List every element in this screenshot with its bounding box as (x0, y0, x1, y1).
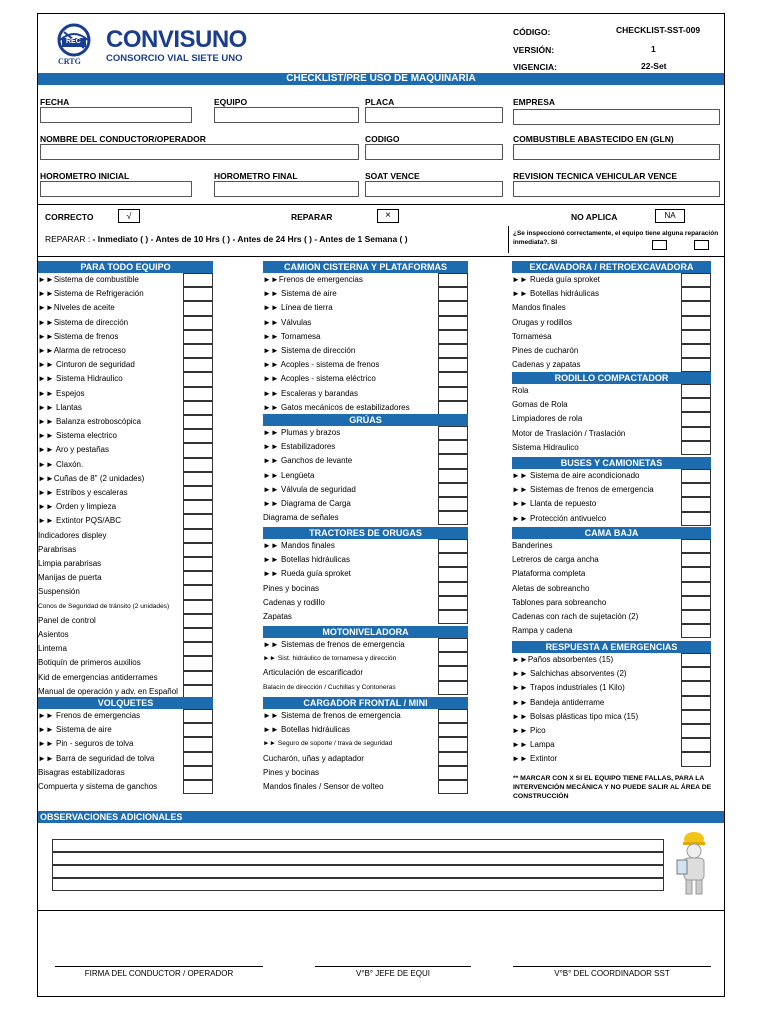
checklist-item: ►► Frenos de emergencias (38, 711, 141, 720)
question-no-box[interactable] (694, 240, 709, 250)
checklist-item: Cadenas y rodillo (263, 597, 325, 607)
checklist-check-box[interactable] (438, 709, 468, 723)
checklist-item: ►► Sistemas de frenos de emergencia (512, 485, 654, 495)
checklist-check-box[interactable] (183, 656, 213, 670)
checklist-check-box[interactable] (681, 483, 711, 497)
worker-illustration (674, 830, 714, 896)
checklist-check-box[interactable] (438, 401, 468, 415)
checklist-item: Panel de control (38, 615, 96, 625)
divider (38, 256, 724, 257)
checklist-check-box[interactable] (681, 273, 711, 287)
checklist-item: ►► Tornamesa (263, 331, 321, 341)
section-title: GRÚAS (263, 414, 468, 426)
combustible-input[interactable] (513, 144, 720, 160)
checklist-check-box[interactable] (183, 358, 213, 372)
checklist-check-box[interactable] (183, 737, 213, 751)
codigo-field-label: CODIGO (365, 134, 400, 144)
checklist-item: ►► Trapos industriales (1 Kilo) (512, 683, 625, 693)
checklist-item: ►► Rueda guía sproket (512, 275, 600, 284)
checklist-check-box[interactable] (681, 553, 711, 567)
placa-input[interactable] (365, 107, 503, 123)
checklist-check-box[interactable] (681, 610, 711, 624)
section-title: CARGADOR FRONTAL / MINI (263, 697, 468, 709)
checklist-check-box[interactable] (681, 441, 711, 455)
checklist-check-box[interactable] (183, 780, 213, 794)
checklist-item: Manijas de puerta (38, 573, 102, 583)
worker-icon (674, 830, 714, 896)
checklist-check-box[interactable] (438, 273, 468, 287)
revision-label: REVISION TECNICA VEHICULAR VENCE (513, 171, 678, 181)
checklist-item: ►► Protección antivuelco (512, 513, 607, 523)
checklist-check-box[interactable] (438, 652, 468, 666)
checklist-item: ►► Botellas hidráulicas (263, 555, 350, 565)
soat-input[interactable] (365, 181, 503, 197)
checklist-item: ►►Sistema de combustible (38, 275, 139, 284)
checklist-item: Compuerta y sistema de ganchos (38, 782, 158, 791)
checklist-item: Banderines (512, 541, 553, 550)
horometro-inicial-input[interactable] (40, 181, 192, 197)
section-title: EXCAVADORA / RETROEXCAVADORA (512, 261, 711, 273)
section-title: RODILLO COMPACTADOR (512, 372, 711, 384)
checklist-check-box[interactable] (681, 287, 711, 301)
checklist-item: ►► Línea de tierra (263, 303, 333, 313)
checklist-check-box[interactable] (681, 316, 711, 330)
checklist-check-box[interactable] (438, 387, 468, 401)
checklist-item: ►► Llantas (38, 402, 82, 412)
checklist-item: Pines y bocinas (263, 767, 320, 777)
checklist-item: ►► Rueda guía sproket (263, 569, 351, 579)
checklist-check-box[interactable] (183, 642, 213, 656)
checklist-item: Conos de Seguridad de tránsito (2 unidades) (38, 602, 170, 610)
checklist-check-box[interactable] (438, 344, 468, 358)
section-title: TRACTORES DE ORUGAS (263, 527, 468, 539)
checklist-item: Pines y bocinas (263, 583, 320, 593)
checklist-check-box[interactable] (438, 511, 468, 525)
fecha-input[interactable] (40, 107, 192, 123)
observaciones-line-3[interactable] (52, 865, 664, 878)
checklist-check-box[interactable] (438, 553, 468, 567)
codigo-label: CÓDIGO: (513, 27, 551, 37)
checklist-check-box[interactable] (438, 780, 468, 794)
checklist-item: Indicadores displey (38, 530, 107, 540)
vigencia-label: VIGENCIA: (513, 62, 557, 72)
checklist-check-box[interactable] (681, 469, 711, 483)
checklist-item: ►► Sistema de aire (38, 725, 112, 735)
observaciones-line-4[interactable] (52, 878, 664, 891)
checklist-item: ►►Paños absorbentes (15) (512, 655, 614, 664)
checklist-item: ►► Sistema de dirección (263, 346, 356, 355)
checklist-check-box[interactable] (438, 469, 468, 483)
checklist-item: ►► Sistema electrico (38, 431, 117, 441)
checklist-check-box[interactable] (183, 709, 213, 723)
checklist-item: ►► Acoples - sistema eléctrico (263, 374, 376, 384)
checklist-item: ►► Sistema Hidraulico (38, 374, 123, 384)
checklist-check-box[interactable] (681, 724, 711, 738)
observaciones-title: OBSERVACIONES ADICIONALES (38, 811, 724, 823)
checklist-item: Rampa y cadena (512, 626, 573, 636)
section-title: CAMA BAJA (512, 527, 711, 539)
checklist-item: ►► Ganchos de levante (263, 456, 353, 466)
checklist-check-box[interactable] (183, 301, 213, 315)
observaciones-line-2[interactable] (52, 852, 664, 865)
checklist-check-box[interactable] (681, 667, 711, 681)
checklist-check-box[interactable] (681, 596, 711, 610)
reparar-prefix: REPARAR : (45, 234, 93, 244)
checklist-item: ►► Sist. hidráulico de tornamesa y dirección (263, 655, 397, 663)
brand-name: CONVISUNO (106, 26, 247, 53)
checklist-check-box[interactable] (438, 372, 468, 386)
checklist-check-box[interactable] (681, 653, 711, 667)
checklist-check-box[interactable] (681, 738, 711, 752)
signature-line-3 (513, 966, 711, 967)
checklist-item: ►► Cinturon de seguridad (38, 360, 135, 370)
checklist-check-box[interactable] (183, 287, 213, 301)
divider (38, 910, 724, 911)
checklist-check-box[interactable] (183, 723, 213, 737)
checklist-check-box[interactable] (681, 358, 711, 372)
page-title: CHECKLIST/PRE USO DE MAQUINARÍA (38, 73, 724, 85)
checklist-item: ►► Barra de seguridad de tolva (38, 753, 155, 763)
checklist-check-box[interactable] (438, 638, 468, 652)
checklist-item: Asientos (38, 630, 69, 639)
checklist-check-box[interactable] (681, 624, 711, 638)
version-label: VERSIÓN: (513, 45, 555, 55)
horometro-inicial-label: HOROMETRO INICIAL (40, 171, 130, 181)
checklist-check-box[interactable] (438, 681, 468, 695)
checklist-check-box[interactable] (183, 571, 213, 585)
signature-coordinador: V°B° DEL COORDINADOR SST (554, 969, 670, 978)
checklist-item: Gomas de Rola (512, 400, 568, 410)
checklist-check-box[interactable] (183, 486, 213, 500)
legend-divider (508, 226, 509, 253)
checklist-item: ►► Claxón. (38, 459, 84, 469)
checklist-check-box[interactable] (681, 497, 711, 511)
logo-text: REC (66, 38, 81, 45)
checklist-item: Plataforma completa (512, 569, 586, 579)
checklist-check-box[interactable] (438, 440, 468, 454)
combustible-label: COMBUSTIBLE ABASTECIDO EN (GLN) (513, 134, 674, 144)
signature-jefe: V°B° JEFE DE EQUI (356, 969, 430, 978)
checklist-item: ►►Cuñas de 8" (2 unidades) (38, 473, 145, 483)
checklist-check-box[interactable] (183, 401, 213, 415)
checklist-item: ►►Alarma de retroceso (38, 346, 126, 355)
equipo-input[interactable] (214, 107, 359, 123)
soat-label: SOAT VENCE (365, 171, 420, 181)
checklist-check-box[interactable] (183, 500, 213, 514)
checklist-item: ►► Sistemas de frenos de emergencia (263, 640, 405, 649)
conductor-input[interactable] (40, 144, 359, 160)
checklist-item: Zapatas (263, 612, 292, 621)
checklist-item: Cadenas y zapatas (512, 360, 581, 370)
checklist-item: ►► Acoples - sistema de frenos (263, 360, 380, 370)
checklist-check-box[interactable] (681, 384, 711, 398)
checklist-check-box[interactable] (438, 567, 468, 581)
checklist-item: ►► Estribos y escaleras (38, 488, 128, 497)
checklist-item: Articulación de escarificador (263, 668, 364, 678)
checklist-item: ►► Orden y limpieza (38, 502, 117, 512)
logo-sub: CRTG (58, 57, 81, 66)
checklist-item: Sistema Hidraulico (512, 442, 579, 452)
checklist-item: Diagrama de señales (263, 513, 339, 523)
divider (38, 204, 724, 205)
section-title: MOTONIVELADORA (263, 626, 468, 638)
checklist-check-box[interactable] (183, 585, 213, 599)
checklist-item: Tornamesa (512, 331, 552, 341)
checklist-item: Balacín de dirección / Cuchillas y Contoneras (263, 683, 396, 691)
checklist-check-box[interactable] (681, 681, 711, 695)
checklist-item: Linterna (38, 644, 67, 654)
checklist-item: Mandos finales (512, 303, 566, 313)
checklist-check-box[interactable] (183, 387, 213, 401)
conductor-label: NOMBRE DEL CONDUCTOR/OPERADOR (40, 134, 206, 144)
no-aplica-mark-box: NA (655, 209, 685, 223)
checklist-check-box[interactable] (438, 737, 468, 751)
checklist-check-box[interactable] (183, 273, 213, 287)
checklist-item: ►► Botellas hidráulicas (263, 725, 350, 735)
checklist-item: ►► Sistema de frenos de emergencia (263, 711, 401, 720)
checklist-item: ►► Pin - seguros de tolva (38, 739, 134, 749)
brand-sub: CONSORCIO VIAL SIETE UNO (106, 53, 243, 64)
checklist-check-box[interactable] (681, 398, 711, 412)
reparacion-question: ¿Se inspeccionó correctamente, el equipo tiene alguna reparación inmediata?. SI (513, 230, 719, 246)
checklist-item: Limpia parabrisas (38, 559, 102, 568)
checklist-check-box[interactable] (681, 539, 711, 553)
checklist-check-box[interactable] (438, 666, 468, 680)
checklist-item: Cadenas con rach de sujetación (2) (512, 612, 639, 621)
signature-conductor: FIRMA DEL CONDUCTOR / OPERADOR (84, 969, 234, 978)
checklist-check-box[interactable] (183, 557, 213, 571)
checklist-item: ►►Frenos de emergencias (263, 275, 363, 284)
checklist-item: ►► Bolsas plásticas tipo mica (15) (512, 711, 639, 721)
checklist-check-box[interactable] (438, 454, 468, 468)
checklist-item: ►► Gatos mecánicos de estabilizadores (263, 402, 410, 412)
checklist-check-box[interactable] (438, 358, 468, 372)
section-title: RESPUESTA A EMERGENCIAS (512, 641, 711, 653)
checklist-check-box[interactable] (183, 628, 213, 642)
checklist-check-box[interactable] (438, 316, 468, 330)
codigo-value: CHECKLIST-SST-009 (616, 25, 701, 35)
checklist-check-box[interactable] (681, 696, 711, 710)
checklist-check-box[interactable] (438, 483, 468, 497)
checklist-item: Aletas de sobreancho (512, 583, 590, 593)
checklist-check-box[interactable] (438, 752, 468, 766)
checklist-check-box[interactable] (183, 472, 213, 486)
signature-line-1 (55, 966, 263, 967)
checklist-check-box[interactable] (438, 582, 468, 596)
checklist-check-box[interactable] (681, 582, 711, 596)
codigo-input[interactable] (365, 144, 503, 160)
checklist-check-box[interactable] (438, 596, 468, 610)
checklist-check-box[interactable] (681, 752, 711, 766)
checklist-item: Suspensión (38, 587, 80, 597)
checklist-check-box[interactable] (438, 539, 468, 553)
checklist-check-box[interactable] (183, 458, 213, 472)
checklist-item: ►► Bandeja antiderrame (512, 697, 605, 707)
checklist-check-box[interactable] (183, 429, 213, 443)
checklist-check-box[interactable] (438, 610, 468, 624)
checklist-check-box[interactable] (183, 316, 213, 330)
checklist-check-box[interactable] (438, 301, 468, 315)
question-si-box[interactable] (652, 240, 667, 250)
checklist-check-box[interactable] (681, 567, 711, 581)
checklist-item: ►► Diagrama de Carga (263, 499, 351, 508)
checklist-check-box[interactable] (438, 426, 468, 440)
checklist-check-box[interactable] (438, 723, 468, 737)
checklist-check-box[interactable] (183, 372, 213, 386)
section-title: PARA TODO EQUIPO (38, 261, 213, 273)
checklist-item: ►► Seguro de soporte / trava de seguridad (263, 740, 393, 748)
checklist-item: Kid de emergencias antiderrames (38, 672, 158, 682)
checklist-item: ►► Sistema de aire acondicionado (512, 471, 640, 480)
checklist-check-box[interactable] (183, 543, 213, 557)
reparar-label: REPARAR (291, 212, 333, 222)
checklist-item: ►► Escaleras y barandas (263, 388, 358, 398)
checklist-item: Parabrisas (38, 544, 77, 554)
checklist-check-box[interactable] (438, 330, 468, 344)
checklist-item: Rola (512, 386, 529, 395)
observaciones-line-1[interactable] (52, 839, 664, 852)
reparar-options-text: - Inmediato ( ) - Antes de 10 Hrs ( ) - Antes de 24 Hrs ( ) - Antes de 1 Semana ( ) (92, 234, 408, 244)
checklist-item: ►► Extintor PQS/ABC (38, 516, 121, 526)
checklist-check-box[interactable] (438, 287, 468, 301)
reparar-options (45, 234, 408, 244)
checklist-check-box[interactable] (183, 529, 213, 543)
checklist-item: Botiquín de primeros auxilios (38, 658, 141, 668)
checklist-item: ►► Lengüeta (263, 470, 315, 480)
checklist-check-box[interactable] (438, 497, 468, 511)
checklist-item: ►► Salchichas absorventes (2) (512, 669, 627, 679)
horometro-final-label: HOROMETRO FINAL (214, 171, 298, 181)
checklist-item: ►► Aro y pestañas (38, 445, 109, 455)
horometro-final-input[interactable] (214, 181, 359, 197)
checklist-item: Motor de Traslación / Traslación (512, 428, 626, 438)
checklist-item: ►►Sistema de Refrigeración (38, 289, 144, 299)
checklist-item: Bisagras estabilizadoras (38, 767, 125, 777)
checklist-check-box[interactable] (183, 415, 213, 429)
checklist-check-box[interactable] (681, 301, 711, 315)
checklist-check-box[interactable] (183, 614, 213, 628)
checklist-item: ►►Niveles de aceite (38, 303, 115, 313)
empresa-label: EMPRESA (513, 97, 556, 107)
revision-input[interactable] (513, 181, 720, 197)
checklist-item: ►► Sistema de aire (263, 289, 337, 299)
checklist-item: Cucharón, uñas y adaptador (263, 753, 364, 763)
checklist-item: ►► Válvula de seguridad (263, 484, 356, 494)
checklist-item: ►► Lampa (512, 740, 555, 750)
checklist-item: ►► Pico (512, 726, 546, 735)
checklist-item: ►► Mandos finales (263, 541, 335, 550)
checklist-check-box[interactable] (183, 752, 213, 766)
checklist-item: Manual de operación y adv. en Español (38, 686, 178, 696)
checklist-item: ►► Llanta de repuesto (512, 499, 597, 509)
correcto-label: CORRECTO (45, 212, 94, 222)
checklist-check-box[interactable] (183, 671, 213, 685)
checklist-check-box[interactable] (681, 344, 711, 358)
equipo-label: EQUIPO (214, 97, 248, 107)
checklist-check-box[interactable] (681, 710, 711, 724)
checklist-item: ►► Balanza estroboscópica (38, 417, 141, 426)
checklist-item: Pines de cucharón (512, 346, 579, 355)
checklist-check-box[interactable] (183, 514, 213, 528)
fallas-note: ** MARCAR CON X SI EL EQUIPO TIENE FALLAS, PARA LA INTERVENCIÓN MECÁNICA Y NO PUEDE SALIR AL ÁREA DE CONSTRUCCIÓN (513, 775, 712, 800)
signature-line-2 (315, 966, 471, 967)
checklist-check-box[interactable] (681, 412, 711, 426)
checklist-check-box[interactable] (183, 330, 213, 344)
checklist-item: Orugas y rodillos (512, 317, 573, 327)
checklist-item: Mandos finales / Sensor de volteo (263, 782, 384, 791)
checklist-check-box[interactable] (438, 766, 468, 780)
checklist-check-box[interactable] (681, 427, 711, 441)
version-value: 1 (651, 44, 656, 54)
checklist-check-box[interactable] (183, 443, 213, 457)
checklist-item: ►► Extintor (512, 754, 558, 764)
checklist-item: ►► Estabilizadores (263, 442, 336, 452)
checklist-item: ►►Sistema de dirección (38, 317, 129, 327)
fecha-label: FECHA (40, 97, 70, 107)
checklist-check-box[interactable] (681, 330, 711, 344)
section-title: BUSES Y CAMIONETAS (512, 457, 711, 469)
section-title: VOLQUETES (38, 697, 213, 709)
checklist-item: ►► Botellas hidráulicas (512, 289, 599, 299)
empresa-input[interactable] (513, 109, 720, 125)
checklist-item: Letreros de carga ancha (512, 555, 599, 565)
vigencia-value: 22-Set (641, 61, 667, 71)
checklist-check-box[interactable] (681, 512, 711, 526)
checklist-check-box[interactable] (183, 344, 213, 358)
checklist-check-box[interactable] (183, 766, 213, 780)
checklist-item: Tablones para sobreancho (512, 597, 607, 607)
checklist-item: ►► Espejos (38, 388, 85, 398)
checklist-check-box[interactable] (183, 600, 213, 614)
correcto-mark-box: √ (118, 209, 140, 223)
checklist-item: ►►Sistema de frenos (38, 331, 119, 341)
section-title: CAMION CISTERNA Y PLATAFORMAS (263, 261, 468, 273)
checklist-item: ►► Válvulas (263, 317, 312, 327)
reparar-mark-box: × (377, 209, 399, 223)
checklist-item: ►► Plumas y brazos (263, 428, 341, 437)
placa-label: PLACA (365, 97, 395, 107)
logo (52, 22, 102, 68)
checklist-item: Limpiadores de rola (512, 414, 583, 424)
no-aplica-label: NO APLICA (571, 212, 618, 222)
